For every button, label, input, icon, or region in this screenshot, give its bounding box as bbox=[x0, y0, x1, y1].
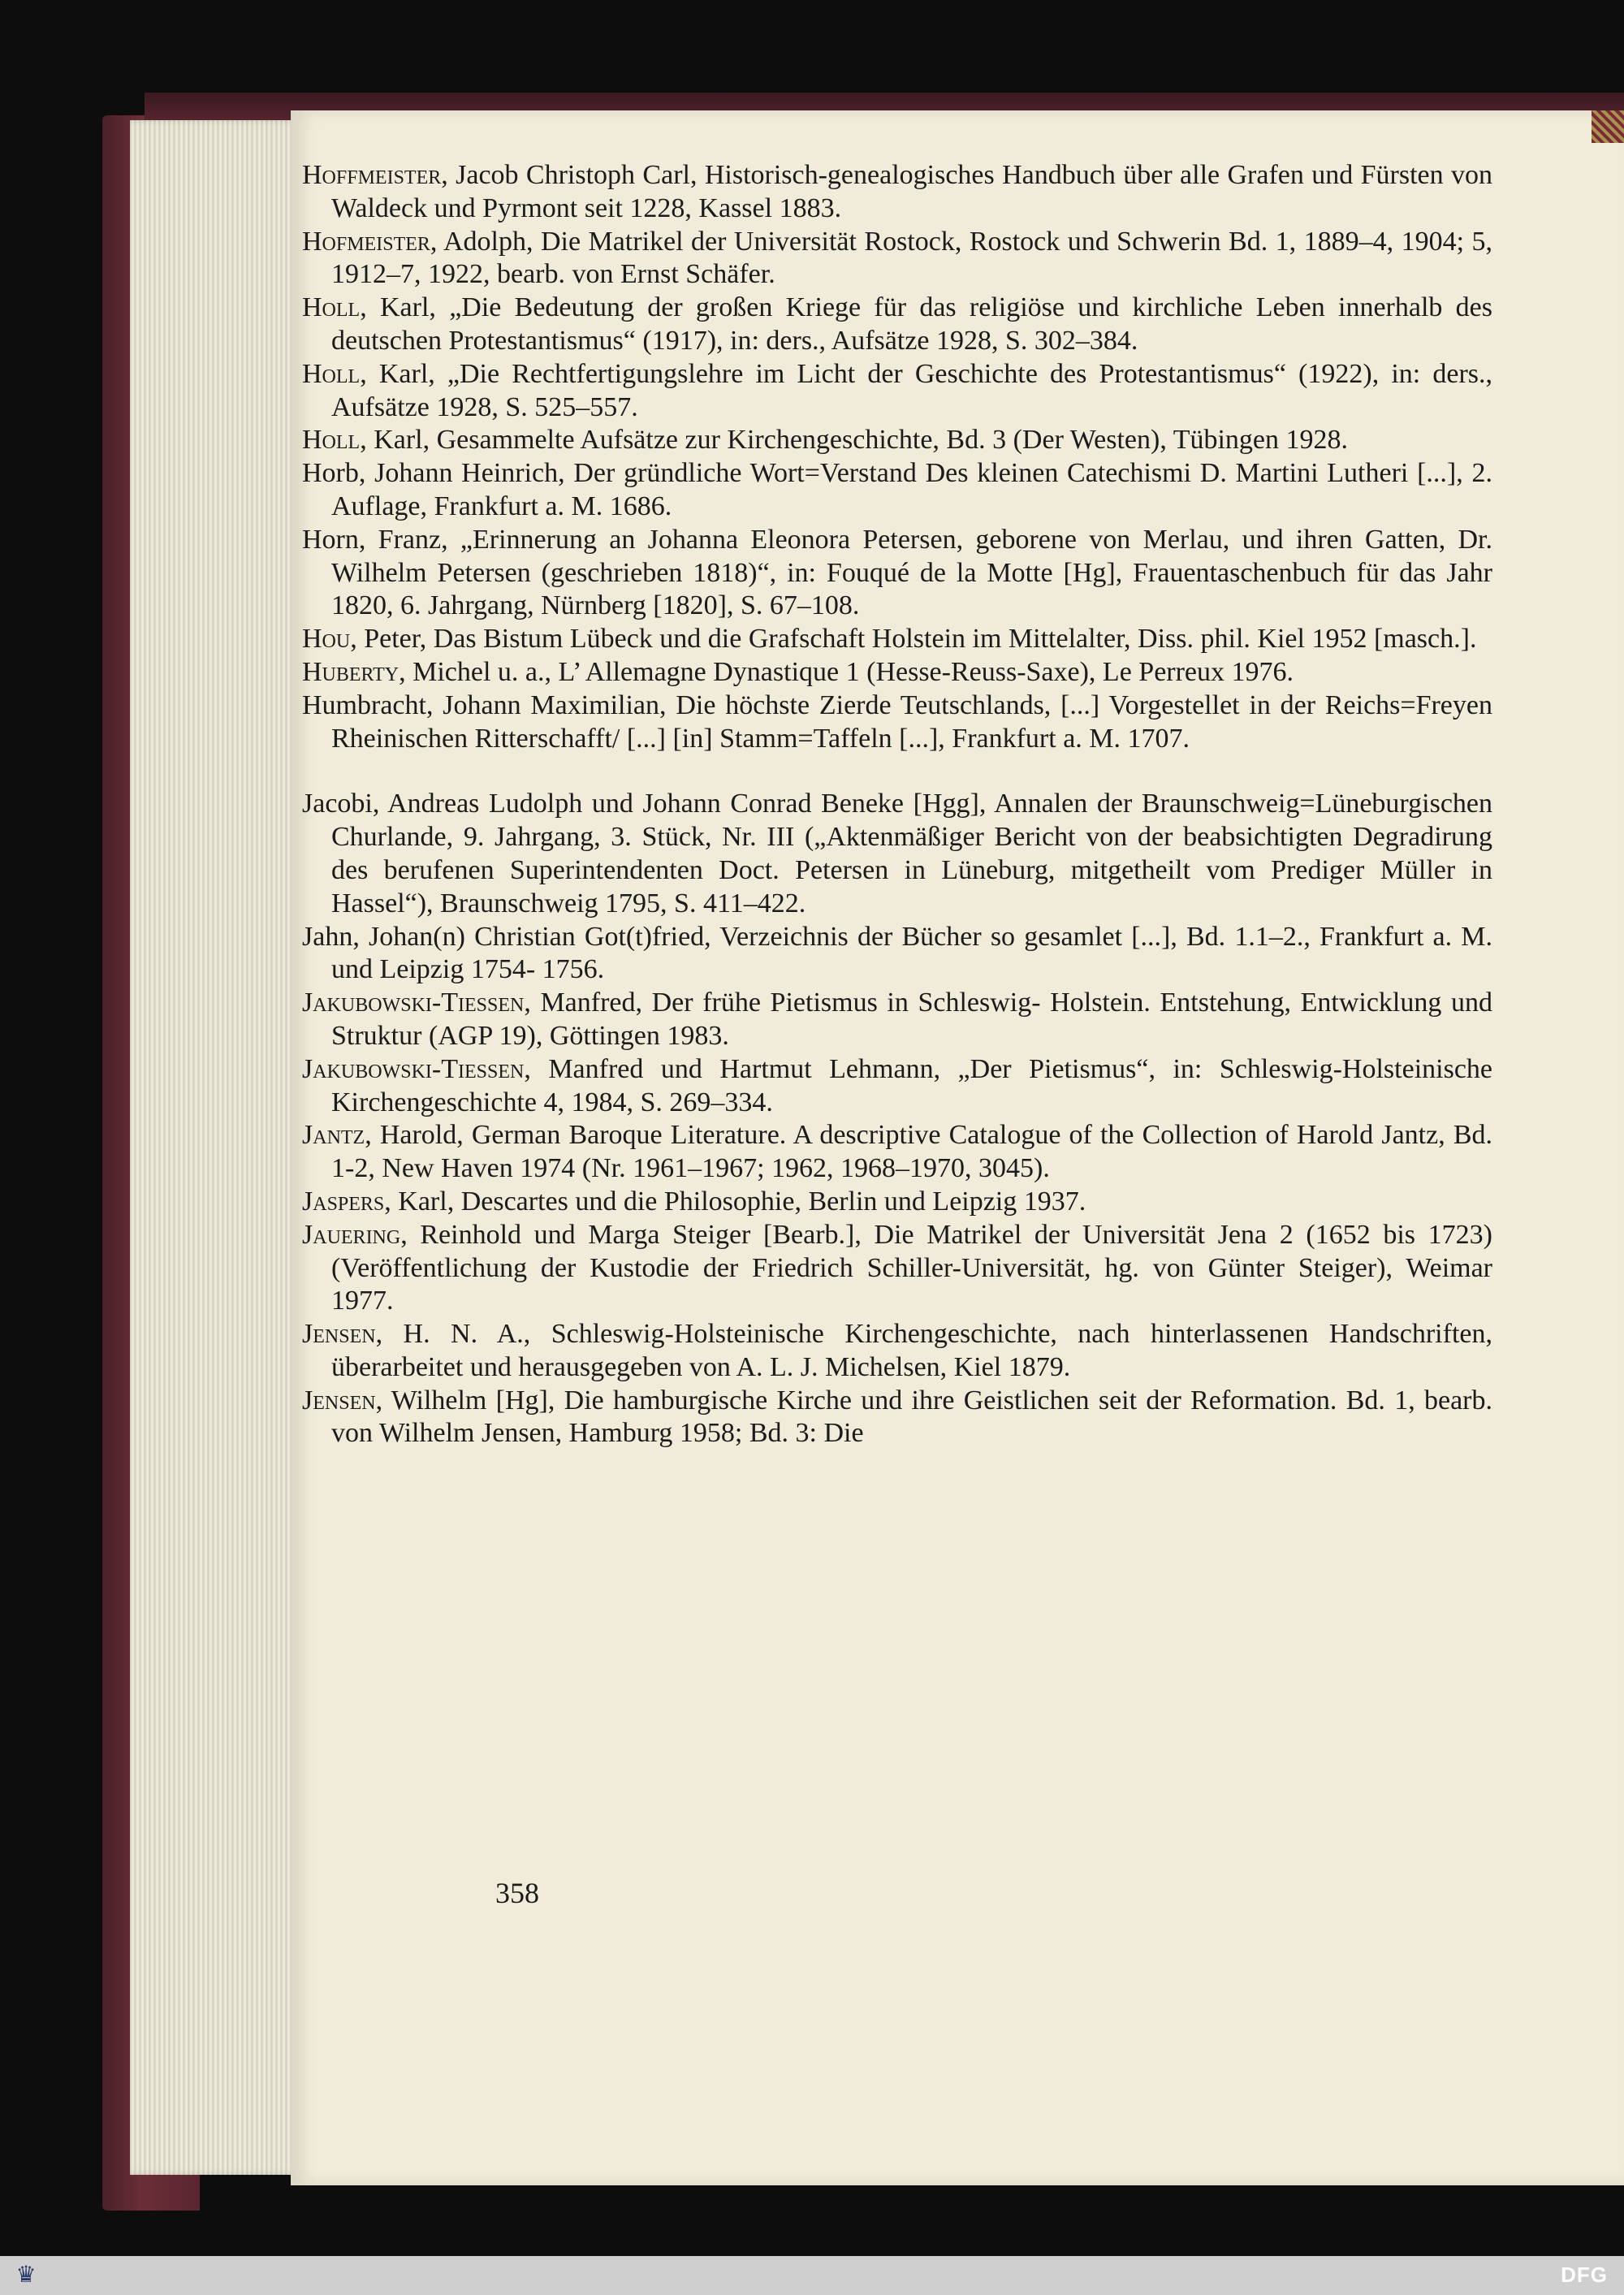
entry-text: , Harold, German Baroque Literature. A descriptive Catalogue of the Collection of Harold Jantz, Bd. 1-2, New Haven 1974 (Nr. 1961–1967; 1962, 1968–1970, 3045). bbox=[331, 1120, 1492, 1184]
entry-author: Holl bbox=[302, 292, 361, 323]
entry-author: Hoffmeister bbox=[302, 160, 442, 190]
entry-author: Hofmeister bbox=[302, 226, 430, 257]
entry-text: , Karl, „Die Bedeutung der großen Kriege für das religiöse und kirchliche Leben innerhalb des deutschen Protestantismus“ (1917), in: ders., Aufsätze 1928, S. 302–384. bbox=[331, 292, 1492, 356]
page-number: 358 bbox=[495, 1877, 539, 1909]
bibliography-entry bbox=[302, 1053, 1492, 1120]
entry-text: , Peter, Das Bistum Lübeck und die Grafschaft Holstein im Mittelalter, Diss. phil. Kiel 1952 [masch.]. bbox=[350, 624, 1477, 655]
section-gap bbox=[302, 755, 1492, 788]
entry-text: Jahn, Johan(n) Christian Got(t)fried, Verzeichnis der Bücher so gesamlet [...], Bd. 1.1–2., Frankfurt a. M. und Leipzig 1754- 1756. bbox=[302, 921, 1492, 985]
bibliography-entry bbox=[302, 1385, 1492, 1451]
bibliography-entry bbox=[302, 987, 1492, 1053]
entry-text: , Jacob Christoph Carl, Historisch-genealogisches Handbuch über alle Grafen und Fürsten von Waldeck und Pyrmont seit 1228, Kassel 1883. bbox=[331, 160, 1492, 223]
bibliography-entry bbox=[302, 1186, 1492, 1219]
bibliography-entry bbox=[302, 1219, 1492, 1318]
entry-text: , Michel u. a., L’ Allemagne Dynastique 1 (Hesse-Reuss-Saxe), Le Perreux 1976. bbox=[399, 656, 1294, 687]
bibliography-entry bbox=[302, 1318, 1492, 1385]
entry-author: Jakubowski-Tiessen bbox=[302, 988, 525, 1018]
bibliography-entry bbox=[302, 921, 1492, 988]
bibliography-entry bbox=[302, 226, 1492, 292]
entry-text: Horb, Johann Heinrich, Der gründliche Wort=Verstand Des kleinen Catechismi D. Martini Lutheri [...], 2. Auflage, Frankfurt a. M. 1686. bbox=[302, 458, 1492, 521]
bibliography-entry bbox=[302, 159, 1492, 226]
bibliography-entry bbox=[302, 656, 1492, 689]
entry-text: , Karl, Descartes und die Philosophie, Berlin und Leipzig 1937. bbox=[384, 1186, 1086, 1217]
page-edges bbox=[130, 120, 309, 2175]
entry-author: Holl bbox=[302, 425, 361, 456]
entry-text: Humbracht, Johann Maximilian, Die höchste Zierde Teutschlands, [...] Vorgestellet in der Reichs=Freyen Rheinischen Ritterschafft/ [...] [in] Stamm=Taffeln [...], Frankfurt a. M. 1707. bbox=[302, 689, 1492, 754]
entry-text: , Wilhelm [Hg], Die hamburgische Kirche und ihre Geistlichen seit der Reformation. Bd. 1, bearb. von Wilhelm Jensen, Hamburg 1958; Bd. 3: Die bbox=[331, 1385, 1492, 1449]
entry-author: Jensen bbox=[302, 1319, 376, 1350]
bibliography-entry bbox=[302, 623, 1492, 656]
entry-text: Jacobi, Andreas Ludolph und Johann Conrad Beneke [Hgg], Annalen der Braunschweig=Lüneburgischen Churlande, 9. Jahrgang, 3. Stück, Nr. III („Aktenmäßiger Bericht von der beabsichtigten Degradirung des berufenen Superintendenten Doct. Petersen in Lüneburg, mitgetheilt vom Prediger Müller in Hassel“), Braunschweig 1795, S. 411–422. bbox=[302, 789, 1492, 918]
library-logo-icon: ♛ bbox=[15, 2263, 37, 2288]
bibliography-entry bbox=[302, 689, 1492, 756]
entry-author: Jaspers bbox=[302, 1186, 385, 1217]
entry-text: Horn, Franz, „Erinnerung an Johanna Eleonora Petersen, geborene von Merlau, und ihren Gatten, Dr. Wilhelm Petersen (geschrieben 1818)“, in: Fouqué de la Motte [Hg], Frauentaschenbuch für das Jahr 1820, 6. Jahrgang, Nürnberg [1820], S. 67–108. bbox=[302, 524, 1492, 621]
entry-author: Huberty bbox=[302, 656, 400, 687]
entry-text: , Karl, „Die Rechtfertigungslehre im Licht der Geschichte des Protestantismus“ (1922), in: ders., Aufsätze 1928, S. 525–557. bbox=[331, 358, 1492, 422]
bibliography-entry bbox=[302, 457, 1492, 524]
entry-author: Jakubowski-Tiessen bbox=[302, 1053, 525, 1084]
bibliography-entry bbox=[302, 424, 1492, 457]
entry-text: , Manfred und Hartmut Lehmann, „Der Pietismus“, in: Schleswig-Holsteinische Kirchengeschichte 4, 1984, S. 269–334. bbox=[331, 1053, 1492, 1117]
bibliography-entry bbox=[302, 292, 1492, 358]
entry-text: , Adolph, Die Matrikel der Universität Rostock, Rostock und Schwerin Bd. 1, 1889–4, 1904; 5, 1912–7, 1922, bearb. von Ernst Schäfer. bbox=[331, 226, 1492, 290]
entry-author: Jensen bbox=[302, 1385, 376, 1415]
bibliography-entry bbox=[302, 788, 1492, 920]
entry-text: , Karl, Gesammelte Aufsätze zur Kirchengeschichte, Bd. 3 (Der Westen), Tübingen 1928. bbox=[360, 425, 1349, 456]
bibliography-list bbox=[302, 159, 1492, 1450]
bibliography-entry bbox=[302, 1119, 1492, 1186]
entry-author: Jauering bbox=[302, 1219, 401, 1250]
entry-text: , Reinhold und Marga Steiger [Bearb.], Die Matrikel der Universität Jena 2 (1652 bis 1723) (Veröffentlichung der Kustodie der Friedrich Schiller-Universität, hg. von Günter Steiger), Weimar 1977. bbox=[331, 1219, 1492, 1316]
bibliography-entry bbox=[302, 524, 1492, 623]
entry-author: Hou bbox=[302, 624, 351, 655]
entry-author: Holl bbox=[302, 358, 361, 389]
bibliography-entry bbox=[302, 358, 1492, 425]
entry-text: , H. N. A., Schleswig-Holsteinische Kirchengeschichte, nach hinterlassenen Handschriften, überarbeitet und herausgegeben von A. L. J. Michelsen, Kiel 1879. bbox=[331, 1319, 1492, 1382]
entry-text: , Manfred, Der frühe Pietismus in Schleswig- Holstein. Entstehung, Entwicklung und Struktur (AGP 19), Göttingen 1983. bbox=[331, 988, 1492, 1051]
bookmark-ribbon bbox=[1592, 110, 1624, 143]
dfg-logo: DFG bbox=[1561, 2263, 1608, 2287]
viewer-footer bbox=[0, 2256, 1624, 2295]
entry-author: Jantz bbox=[302, 1120, 365, 1151]
